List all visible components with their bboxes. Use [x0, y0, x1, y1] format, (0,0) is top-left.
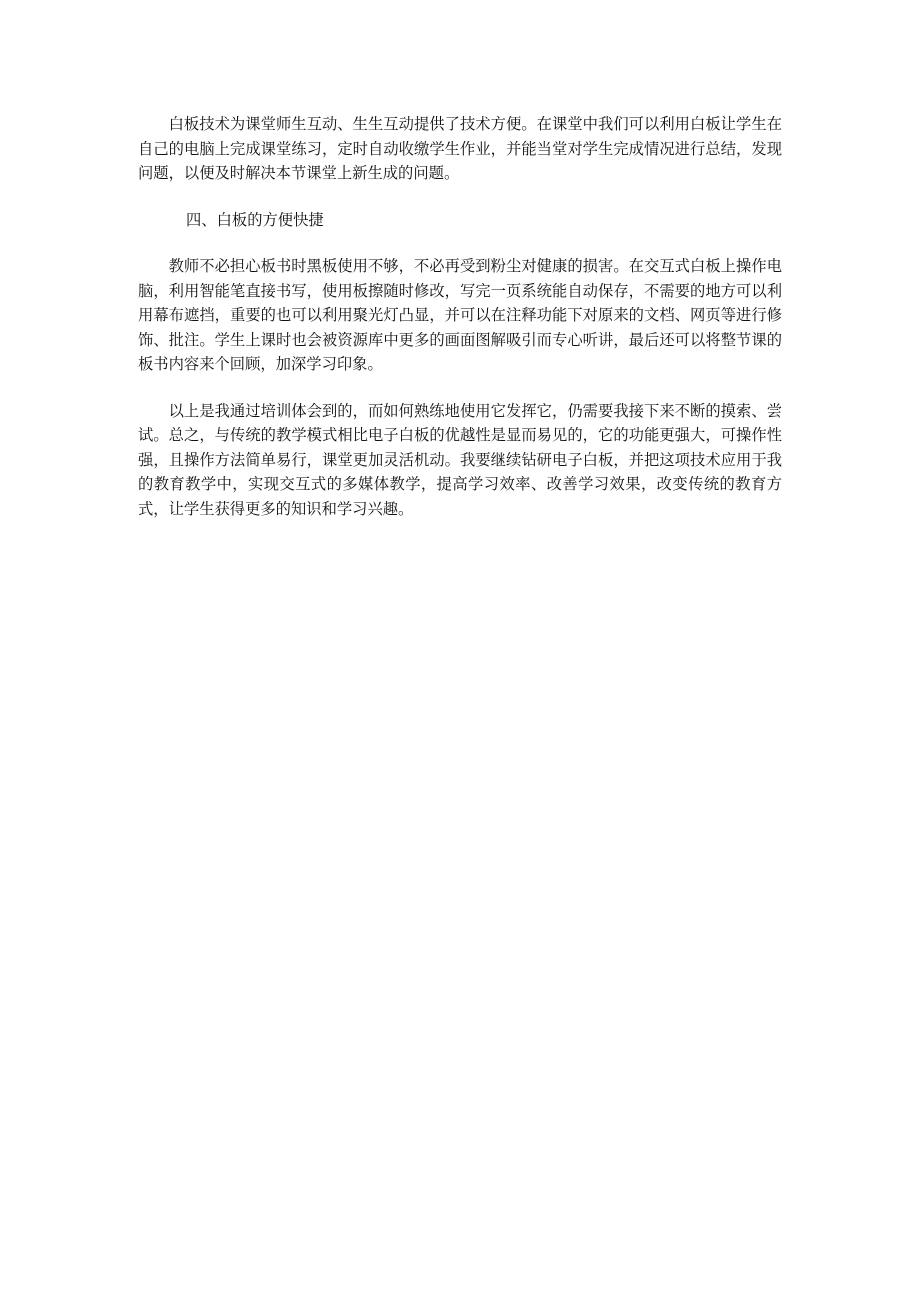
document-body [138, 112, 782, 543]
paragraph-whiteboard-interaction: 白板技术为课堂师生互动、生生互动提供了技术方便。在课堂中我们可以利用白板让学生在自己的电脑上完成课堂练习，定时自动收缴学生作业，并能当堂对学生完成情况进行总结，发现问题，以便及时解决本节课堂上新生成的问题。 [138, 115, 782, 182]
section-heading: 四、白板的方便快捷 [186, 210, 324, 229]
paragraph-whiteboard-convenience: 教师不必担心板书时黑板使用不够，不必再受到粉尘对健康的损害。在交互式白板上操作电脑，利用智能笔直接书写，使用板擦随时修改，写完一页系统能自动保存，不需要的地方可以利用幕布遮挡，重要的也可以利用聚光灯凸显，并可以在注释功能下对原来的文档、网页等进行修饰、批注。学生上课时也会被资源库中更多的画面图解吸引而专心听讲，最后还可以将整节课的板书内容来个回顾，加深学习印象。 [138, 257, 782, 373]
paragraph-conclusion: 以上是我通过培训体会到的，而如何熟练地使用它发挥它，仍需要我接下来不断的摸索、尝试。总之，与传统的教学模式相比电子白板的优越性是显而易见的，它的功能更强大，可操作性强，且操作方法简单易行，课堂更加灵活机动。我要继续钻研电子白板，并把这项技术应用于我的教育教学中，实现交互式的多媒体教学，提高学习效率、改善学习效果，改变传统的教育方式，让学生获得更多的知识和学习兴趣。 [138, 401, 782, 518]
